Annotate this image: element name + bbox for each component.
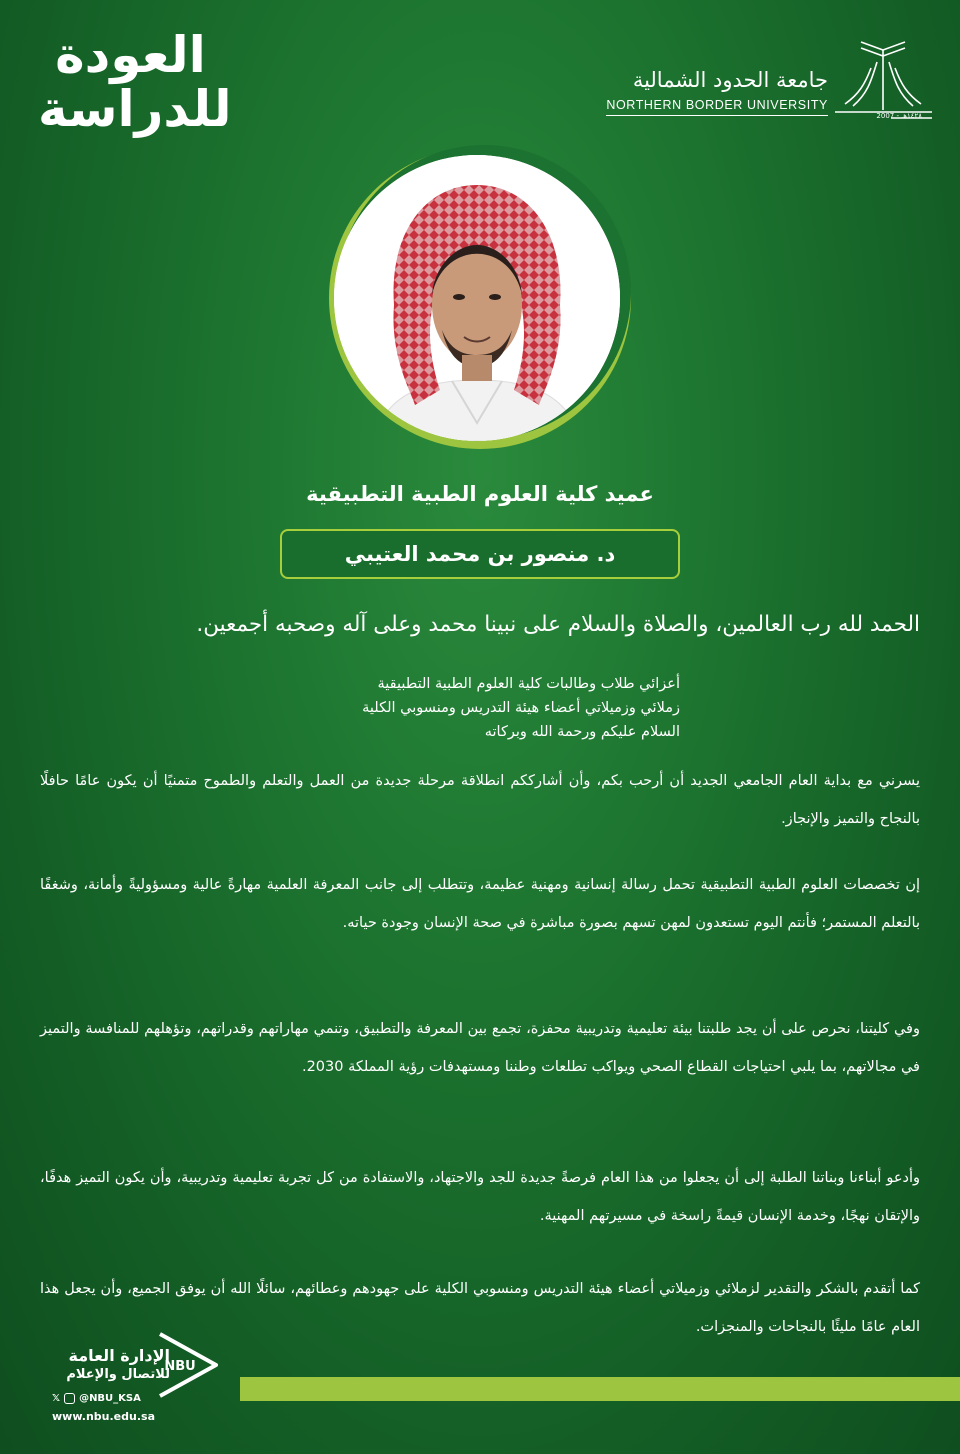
social-handle[interactable]: [52, 1393, 141, 1404]
paragraph: كما أتقدم بالشكر والتقدير لزملائي وزميلاتي أعضاء هيئة التدريس ومنسوبي الكلية على جهودهم وعطائهم، سائلًا الله أن يوفق الجميع، وأن يجعل هذا العام عامًا مليئًا بالنجاحات والمنجزات.: [40, 1281, 920, 1335]
paragraph: يسرني مع بداية العام الجامعي الجديد أن أرحب بكم، وأن أشارككم انطلاقة مرحلة جديدة من العمل والتعلم والطموح متمنيًا أن يكون عامًا حافلًا بالنجاح والتميز والإنجاز.: [40, 773, 920, 827]
campaign-line2: للدراسة: [38, 80, 232, 138]
department-line1: الإدارة العامة: [68, 1346, 170, 1365]
paragraph: وأدعو أبناءنا وبناتنا الطلبة إلى أن يجعلوا من هذا العام فرصةً جديدة للجد والاجتهاد، والاستفادة من كل تجربة تعليمية وتدريبية، وأن يكون التميز هدفًا، والإتقان نهجًا، وخدمة الإنسان قيمةً راسخة في مسيرتهم المهنية.: [40, 1170, 920, 1224]
university-name-ar: جامعة الحدود الشمالية: [632, 68, 828, 92]
greeting-line: السلام عليكم ورحمة الله وبركاته: [484, 724, 680, 740]
dean-portrait: [334, 155, 620, 441]
university-name-en: NORTHERN BORDER UNIVERSITY: [606, 98, 828, 116]
x-icon: 𝕏: [52, 1393, 61, 1404]
nbu-chevron-icon: [150, 1330, 222, 1400]
dean-name: د. منصور بن محمد العتيبي: [344, 542, 616, 566]
portrait-illustration: [334, 155, 620, 441]
greeting-line: أعزائي طلاب وطالبات كلية العلوم الطبية التطبيقية: [377, 676, 680, 692]
instagram-icon: [64, 1393, 75, 1404]
paragraph: وفي كليتنا، نحرص على أن يجد طلبتنا بيئة تعليمية وتدريبية محفزة، تجمع بين المعرفة والتطبيق، وتنمي مهاراتهم وقدراتهم، وتؤهلهم للمنافسة والتميز في مجالاتهم، بما يلبي احتياجات القطاع الصحي ويواكب تطلعات وطننا ومستهدفات رؤية المملكة 2030.: [40, 1021, 920, 1075]
nbu-badge: [150, 1330, 222, 1400]
nbu-badge-text: NBU: [164, 1359, 196, 1374]
website-link[interactable]: www.nbu.edu.sa: [52, 1410, 155, 1423]
role-title: عميد كلية العلوم الطبية التطبيقية: [306, 482, 654, 506]
greeting-line: زملائي وزميلاتي أعضاء هيئة التدريس ومنسوبي الكلية: [362, 700, 680, 716]
university-year: 2007 - ١٤٢٨هـ: [876, 112, 922, 120]
university-logo: [606, 32, 936, 127]
social-handle-text: @NBU_KSA: [79, 1393, 141, 1404]
department-line2: للاتصال والإعلام: [66, 1367, 170, 1382]
name-box: [280, 529, 680, 579]
opening-line: الحمد لله رب العالمين، والصلاة والسلام على نبينا محمد وعلى آله وصحبه أجمعين.: [196, 612, 920, 637]
university-emblem-icon: [831, 32, 936, 124]
greeting-block: [362, 672, 680, 744]
paragraph: إن تخصصات العلوم الطبية التطبيقية تحمل رسالة إنسانية ومهنية عظيمة، وتتطلب إلى جانب المعرفة العلمية مهارةً عالية ومسؤوليةً وأمانة، وشغفًا بالتعلم المستمر؛ فأنتم اليوم تستعدون لمهن تسهم بصورة مباشرة في صحة الإنسان وجودة حياته.: [40, 877, 920, 931]
campaign-line1: العودة: [55, 26, 206, 84]
footer-accent-bar: [240, 1377, 960, 1401]
campaign-logo: [38, 26, 232, 138]
